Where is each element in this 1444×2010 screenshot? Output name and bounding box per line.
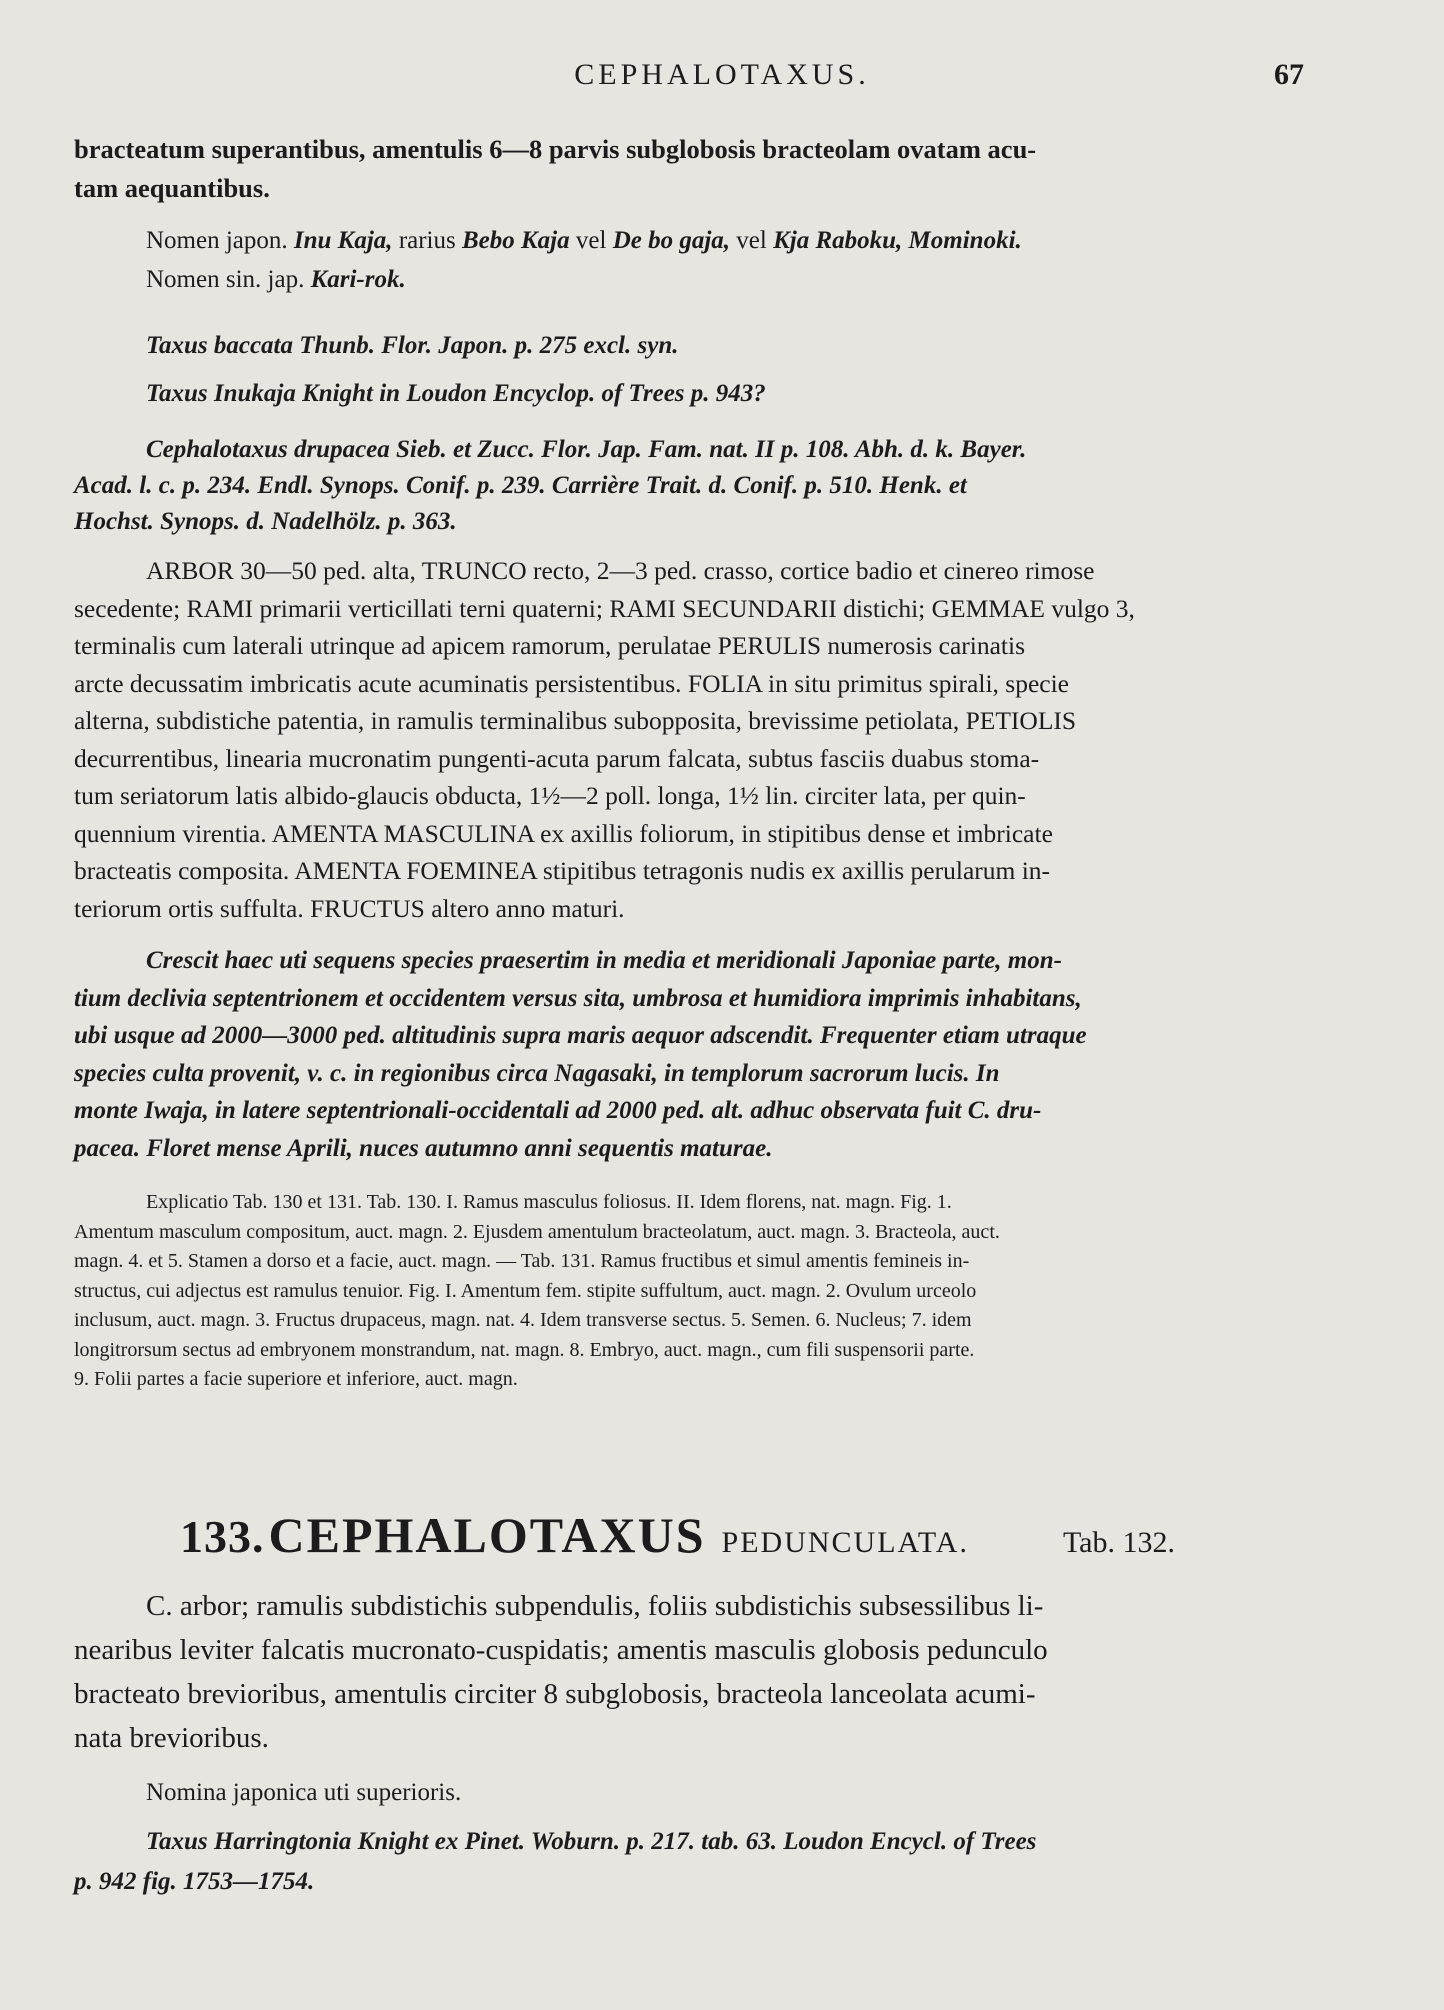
page-number: 67 <box>1274 58 1304 91</box>
diagnosis-line: bracteatum superantibus, amentulis 6—8 parvis subglobosis bracteolam ovatam acu- <box>74 134 1037 164</box>
reference-line: Hochst. Synops. d. Nadelhölz. p. 363. <box>74 508 457 535</box>
synonym-list <box>74 322 1336 418</box>
description-paragraph <box>74 552 1336 927</box>
species-heading <box>180 1506 1330 1564</box>
description-line: secedente; RAMI primarii verticillati terni quaterni; RAMI SECUNDARII distichi; GEMMAE vulgo 3, <box>74 593 1135 623</box>
species-number: 133. <box>180 1511 265 1562</box>
description-line: tum seriatorum latis albido-glaucis obducta, 1½—2 poll. longa, 1½ lin. circiter lata, per quin- <box>74 781 1026 810</box>
explicatio-line: Explicatio Tab. 130 et 131. Tab. 130. I. Ramus masculus foliosus. II. Idem florens, nat. magn. Fig. 1. <box>146 1191 952 1213</box>
description-line: quennium virentia. AMENTA MASCULINA ex axillis foliorum, in stipitibus dense et imbricate <box>74 818 1053 848</box>
nomen-japon: Nomen japon. Inu Kaja, rarius Bebo Kaja vel De bo gaja, vel Kja Raboku, Mominoki. <box>146 227 1022 254</box>
species-synonym <box>74 1822 1336 1902</box>
nomen-sin-jap: Nomen sin. jap. Kari-rok. <box>146 265 406 293</box>
description-line: terminalis cum laterali utrinque ad apicem ramorum, perulatae PERULIS numerosis carinatis <box>74 631 1025 660</box>
explicatio-figures <box>74 1188 1336 1395</box>
description-line: bracteatis composita. AMENTA FOEMINEA stipitibus tetragonis nudis ex axillis perularum in- <box>74 856 1051 885</box>
reference-line: Acad. l. c. p. 234. Endl. Synops. Conif. p. 239. Carrière Trait. d. Conif. p. 510. Henk. et <box>74 472 967 499</box>
explicatio-line: longitrorsum sectus ad embryonem monstrandum, nat. magn. 8. Embryo, auct. magn., cum fili suspensorii parte. <box>74 1338 975 1361</box>
nomen-block <box>74 222 1336 300</box>
reference-line: Cephalotaxus drupacea Sieb. et Zucc. Flor. Jap. Fam. nat. II p. 108. Abh. d. k. Bayer. <box>146 436 1027 463</box>
habitat-line: Crescit haec uti sequens species praesertim in media et meridionali Japoniae parte, mon- <box>146 947 1062 974</box>
diagnosis2-line: C. arbor; ramulis subdistichis subpendulis, foliis subdistichis subsessilibus li- <box>146 1590 1044 1622</box>
description-line: decurrentibus, linearia mucronatim pungenti-acuta parum falcata, subtus fasciis duabus stoma- <box>74 743 1040 773</box>
habitat-line: species culta provenit, v. c. in regionibus circa Nagasaki, in templorum sacrorum lucis. In <box>74 1059 1000 1087</box>
diagnosis2-line: nata brevioribus. <box>74 1722 269 1754</box>
description-line: teriorum ortis suffulta. FRUCTUS altero anno maturi. <box>74 893 625 923</box>
species-diagnosis <box>74 1584 1336 1760</box>
nomina-note <box>74 1774 1336 1813</box>
species-genus: CEPHALOTAXUS <box>268 1507 706 1563</box>
nomina-line: Nomina japonica uti superioris. <box>146 1779 462 1806</box>
running-title: CEPHALOTAXUS. <box>574 58 870 91</box>
description-line: arcte decussatim imbricatis acute acuminatis persistentibus. FOLIA in situ primitus spirali, specie <box>74 668 1069 698</box>
explicatio-line: magn. 4. et 5. Stamen a dorso et a facie, auct. magn. — Tab. 131. Ramus fructibus et simul amentis femineis in- <box>74 1250 970 1272</box>
habitat-line: ubi usque ad 2000—3000 ped. altitudinis supra maris aequor adscendit. Frequenter etiam utraque <box>74 1022 1087 1049</box>
diagnosis2-line: nearibus leviter falcatis mucronato-cuspidatis; amentis masculis globosis pedunculo <box>74 1634 1048 1666</box>
description-line: ARBOR 30—50 ped. alta, TRUNCO recto, 2—3 ped. crasso, cortice badio et cinereo rimose <box>146 556 1095 585</box>
habitat-line: monte Iwaja, in latere septentrionali-occidentali ad 2000 ped. alt. adhuc observata fuit C. dru- <box>74 1097 1042 1124</box>
diagnosis-continuation <box>74 130 1336 208</box>
running-head <box>0 58 1444 98</box>
explicatio-line: inclusum, auct. magn. 3. Fructus drupaceus, magn. nat. 4. Idem transverse sectus. 5. Semen. 6. Nucleus; 7. idem <box>74 1309 972 1331</box>
explicatio-line: Amentum masculum compositum, auct. magn. 2. Ejusdem amentulum bracteolatum, auct. magn. 3. Bracteola, auct. <box>74 1220 1000 1243</box>
habitat-line: tium declivia septentrionem et occidentem versus sita, umbrosa et humidiora imprimis inhabitans, <box>74 984 1082 1012</box>
diagnosis2-line: bracteato brevioribus, amentulis circiter 8 subglobosis, bracteola lanceolata acumi- <box>74 1678 1036 1710</box>
species-epithet: PEDUNCULATA. <box>721 1526 969 1559</box>
description-line: alterna, subdistiche patentia, in ramulis terminalibus subopposita, brevissime petiolata, PETIOLIS <box>74 706 1077 735</box>
synonym-line: Taxus Inukaja Knight in Loudon Encyclop. of Trees p. 943? <box>146 380 766 407</box>
explicatio-line: structus, cui adjectus est ramulus tenuior. Fig. I. Amentum fem. stipite suffultum, auct. magn. 2. Ovulum urceolo <box>74 1279 977 1302</box>
habitat-paragraph <box>74 942 1336 1167</box>
diagnosis-line: tam aequantibus. <box>74 172 270 203</box>
cephalotaxus-references <box>74 432 1336 540</box>
explicatio-line: 9. Folii partes a facie superiore et inferiore, auct. magn. <box>74 1368 518 1390</box>
habitat-line: pacea. Floret mense Aprili, nuces autumno anni sequentis maturae. <box>74 1134 773 1162</box>
synonym-line: Taxus baccata Thunb. Flor. Japon. p. 275 excl. syn. <box>146 332 679 359</box>
synonym2-line: Taxus Harringtonia Knight ex Pinet. Woburn. p. 217. tab. 63. Loudon Encycl. of Trees <box>146 1828 1037 1855</box>
species-plate-reference: Tab. 132. <box>1062 1526 1175 1559</box>
synonym2-line: p. 942 fig. 1753—1754. <box>74 1868 315 1895</box>
